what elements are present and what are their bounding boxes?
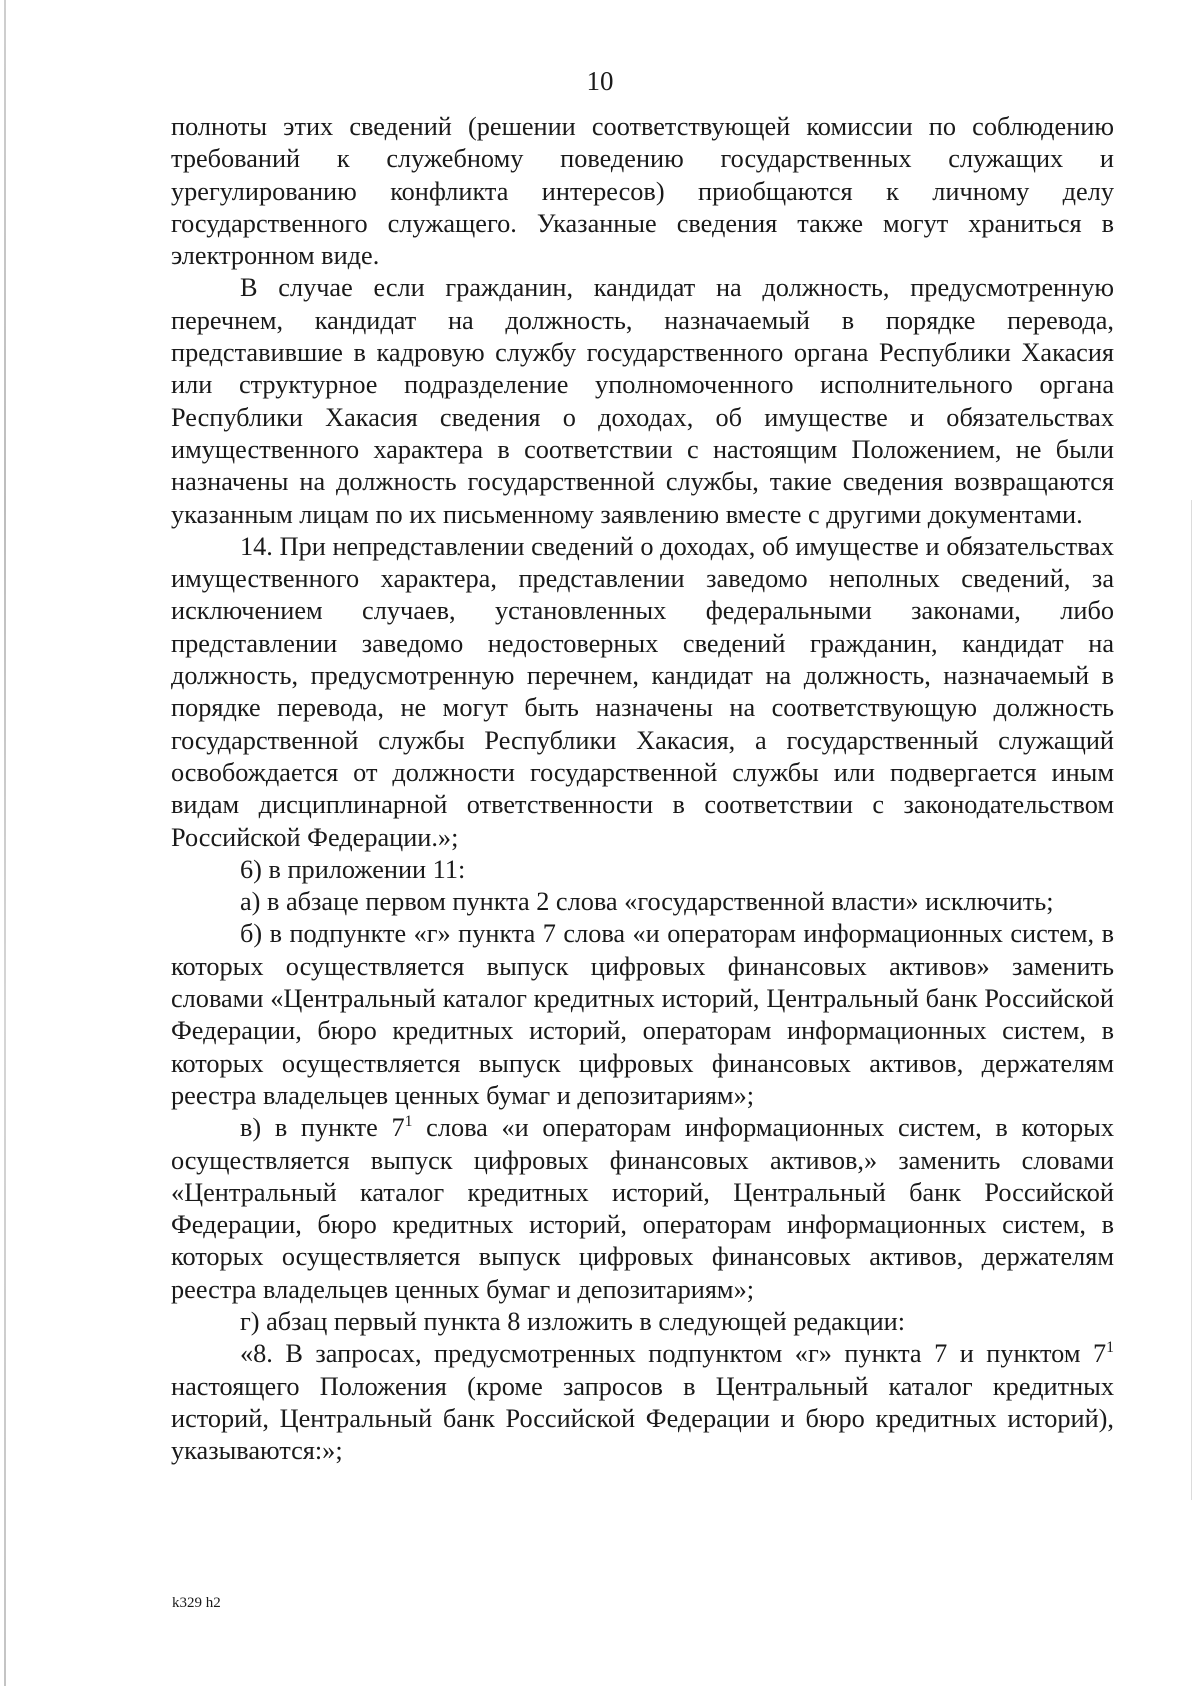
scan-edge <box>4 0 6 1686</box>
paragraph-appendix-11: 6) в приложении 11: <box>240 854 466 884</box>
document-body <box>171 111 1114 1467</box>
paragraph-8-quote <box>171 1338 1114 1467</box>
superscript-one: 1 <box>1106 1339 1114 1357</box>
paragraph-2: В случае если гражданин, кандидат на должность, предусмотренную перечнем, кандидат на должность, назначаемый в порядке перевода, представившие в кадровую службу государственного органа Республики Хакасия или структурное подразделение уполномоченного исполнительного органа Республики Хакасия сведения о доходах, об имуществе и обязательствах имущественного характера в соответствии с настоящим Положением, не были назначены на должность государственной службы, такие сведения возвращаются указанным лицам по их письменному заявлению вместе с другими документами. <box>171 273 1114 529</box>
paragraph-14: 14. При непредставлении сведений о доходах, об имуществе и обязательствах имущественного характера, представлении заведомо неполных сведений, за исключением случаев, установленных федеральными законами, либо представлении заведомо недостоверных сведений гражданин, кандидат на должность, предусмотренную перечнем, кандидат на должность, назначаемый в порядке перевода, не могут быть назначены на соответствующую должность государственной службы Республики Хакасия, а государственный служащий освобождается от должности государственной службы или подвергается иным видам дисциплинарной ответственности в соответствии с законодательством Российской Федерации.»; <box>171 531 1114 852</box>
superscript-one: 1 <box>404 1113 413 1131</box>
paragraph-b: б) в подпункте «г» пункта 7 слова «и операторам информационных систем, в которых осуществляется выпуск цифровых финансовых активов» заменить словами «Центральный каталог кредитных историй, Центральный банк Российской Федерации, бюро кредитных историй, операторам информационных систем, в которых осуществляется выпуск цифровых финансовых активов, держателям реестра владельцев ценных бумаг и депозитариям»; <box>171 919 1114 1110</box>
paragraph-v <box>171 1112 1114 1306</box>
paragraph-v-start: в) в пункте 7 <box>240 1113 405 1143</box>
paragraph-8-start: «8. В запросах, предусмотренных подпунктом «г» пункта 7 и пунктом 7 <box>240 1339 1107 1369</box>
paragraph-a: а) в абзаце первом пункта 2 слова «государственной власти» исключить; <box>240 887 1054 917</box>
paragraph-8-end: настоящего Положения (кроме запросов в Центральный каталог кредитных историй, Центральный банк Российской Федерации и бюро кредитных историй), указываются:»; <box>171 1371 1114 1466</box>
paragraph-g: г) абзац первый пункта 8 изложить в следующей редакции: <box>240 1306 906 1336</box>
footer-code: k329 h2 <box>172 1595 221 1611</box>
page-number: 10 <box>586 66 614 96</box>
scan-edge-right <box>1191 500 1192 1500</box>
paragraph-1: полноты этих сведений (решении соответствующей комиссии по соблюдению требований к служебному поведению государственных служащих и урегулированию конфликта интересов) приобщаются к личному делу государственного служащего. Указанные сведения также могут храниться в электронном виде. <box>171 112 1114 271</box>
paragraph-v-end: слова «и операторам информационных систем, в которых осуществляется выпуск цифровых финансовых активов,» заменить словами «Центральный каталог кредитных историй, Центральный банк Российской Федерации, бюро кредитных историй, операторам информационных систем, в которых осуществляется выпуск цифровых финансовых активов, держателям реестра владельцев ценных бумаг и депозитариям»; <box>171 1113 1114 1304</box>
